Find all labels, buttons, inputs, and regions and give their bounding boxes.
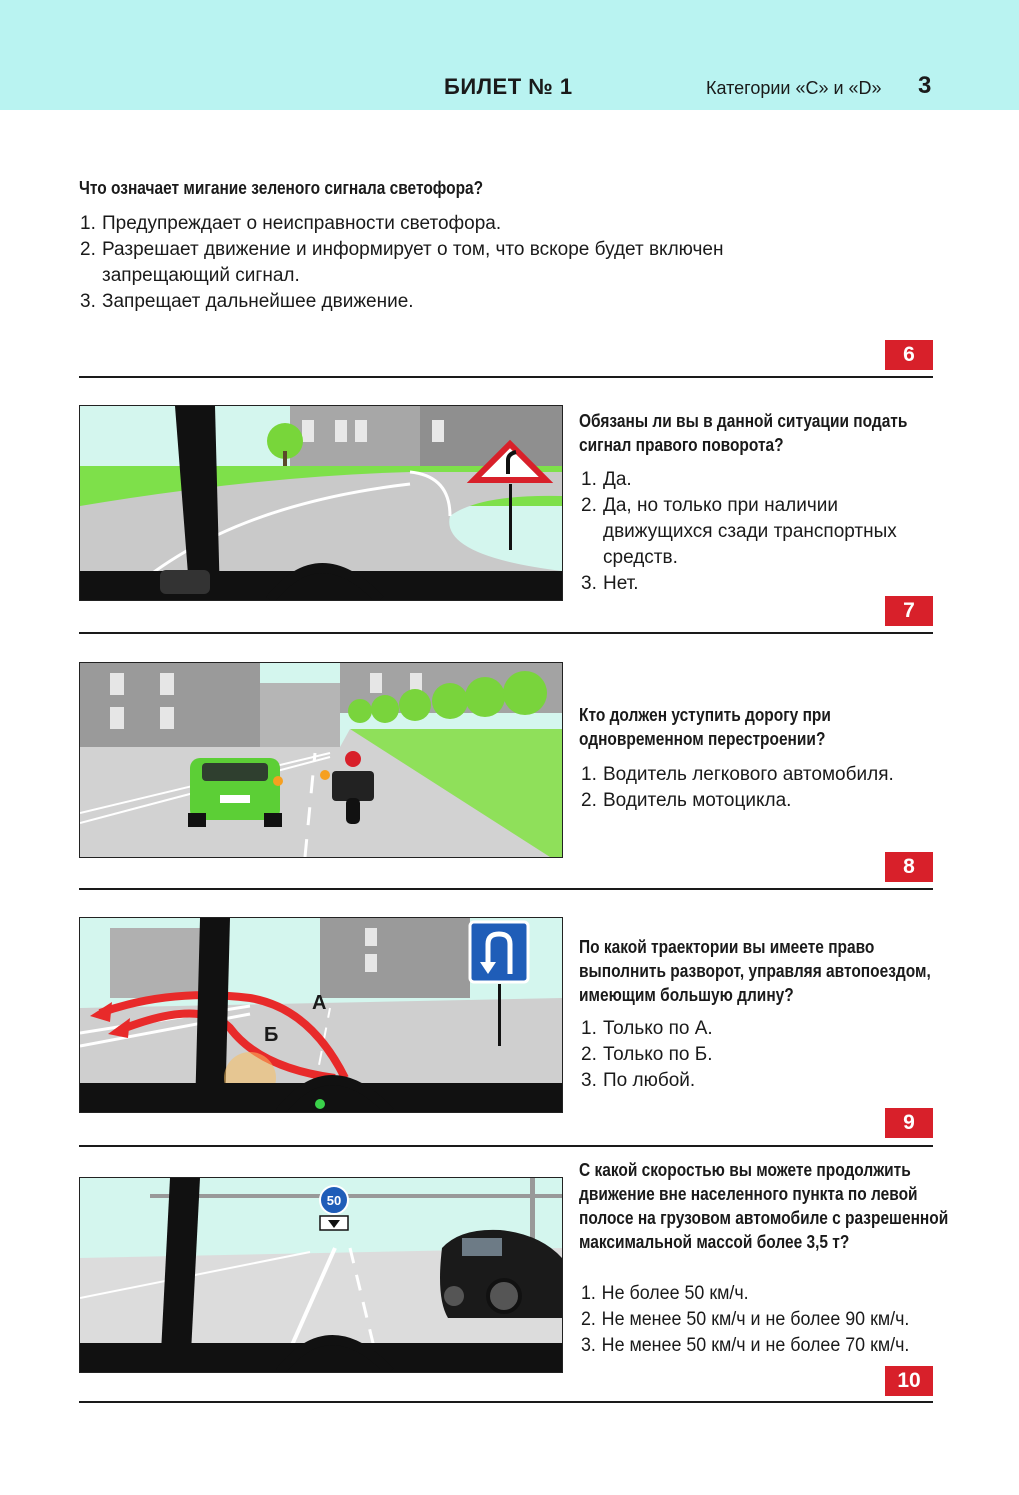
answer-text: Только по А. [603,1018,713,1039]
dashboard [80,571,562,600]
question-10-text: С какой скоростью вы можете продолжить движение вне населенного пункта по левой полосе на грузовом автомобиле с разрешенной максимальной массой более 3,5 т? [579,1160,949,1252]
answer-option[interactable] [80,237,740,289]
divider [79,888,933,890]
u-turn-scene [80,918,562,1112]
answer-number: 3. [80,291,96,312]
question-8-text: Кто должен уступить дорогу при одновременном перестроении? [579,705,831,749]
answer-text: Да. [603,469,632,490]
question-7-illustration [79,405,563,601]
question-10-number-badge: 10 [885,1366,933,1396]
question-8-number-badge: 8 [885,852,933,882]
question-8-answers [581,762,941,814]
divider [79,632,933,634]
question-6-answers [80,211,740,315]
answer-number: 2. [581,790,597,811]
green-car [188,758,283,827]
answer-option[interactable] [581,1042,921,1068]
question-7-text: Обязаны ли вы в данной ситуации подать сигнал правого поворота? [579,411,908,455]
answer-number: 1. [581,764,597,785]
building [260,683,340,747]
highway-scene [80,1178,562,1372]
speed-sign-value: 50 [326,1193,342,1208]
ticket-title: БИЛЕТ № 1 [444,74,573,99]
answer-text: Не менее 50 км/ч и не более 70 км/ч. [601,1335,910,1356]
answer-option[interactable] [581,762,941,788]
building [320,918,470,998]
answer-number: 1. [581,469,597,490]
question-9-number-badge: 9 [885,1108,933,1138]
question-9-illustration [79,917,563,1113]
answer-number: 1. [581,1283,596,1304]
answer-text: Не более 50 км/ч. [601,1283,749,1304]
question-8-illustration [79,662,563,858]
question-7-answers [581,467,921,597]
answer-number: 3. [581,1335,596,1356]
answer-text: Нет. [603,573,639,594]
answer-option[interactable] [80,211,740,237]
answer-text: Да, но только при наличии движущихся сзади транспортных средств. [603,495,897,568]
answer-number: 2. [581,1309,596,1330]
question-6-text: Что означает мигание зеленого сигнала светофора? [79,178,484,198]
answer-option[interactable] [80,289,740,315]
answer-text: Разрешает движение и информирует о том, что вскоре будет включен запрещающий сигнал. [102,239,724,286]
question-10-illustration [79,1177,563,1373]
trajectory-b-label: Б [264,1024,279,1046]
question-9-answers [581,1016,921,1094]
question-6-number-badge: 6 [885,340,933,370]
answer-number: 2. [581,495,597,516]
answer-option[interactable] [581,1068,921,1094]
answer-option[interactable] [581,1016,921,1042]
page-header [0,0,1019,110]
answer-text: Запрещает дальнейшее движение. [102,291,414,312]
answer-option[interactable] [581,493,921,571]
dashboard [80,1343,562,1372]
question-9-text: По какой траектории вы имеете право выполнить разворот, управляя автопоездом, имеющим большую длину? [579,937,931,1005]
question-10-answers [581,1281,931,1359]
answer-number: 2. [80,239,96,260]
answer-number: 2. [581,1044,597,1065]
answer-text: По любой. [603,1070,696,1091]
answer-option[interactable] [581,571,921,597]
answer-number: 3. [581,573,597,594]
category-label: Категории «C» и «D» [706,78,882,98]
answer-option[interactable] [581,1333,931,1359]
divider [79,1145,933,1147]
trajectory-a-label: А [312,992,327,1014]
answer-text: Водитель легкового автомобиля. [603,764,894,785]
answer-number: 1. [581,1018,597,1039]
page-number: 3 [918,72,932,99]
answer-text: Водитель мотоцикла. [603,790,792,811]
answer-text: Не менее 50 км/ч и не более 90 км/ч. [601,1309,910,1330]
question-7-number-badge: 7 [885,596,933,626]
answer-text: Предупреждает о неисправности светофора. [102,213,502,234]
answer-option[interactable] [581,467,921,493]
answer-option[interactable] [581,788,941,814]
answer-option[interactable] [581,1281,931,1307]
curve-road-scene [80,406,562,600]
gantry [150,1194,562,1198]
answer-number: 1. [80,213,96,234]
answer-number: 3. [581,1070,597,1091]
answer-text: Только по Б. [603,1044,713,1065]
divider [79,376,933,378]
answer-option[interactable] [581,1307,931,1333]
lane-change-scene [80,663,562,857]
u-turn-sign [470,922,528,982]
divider [79,1401,933,1403]
